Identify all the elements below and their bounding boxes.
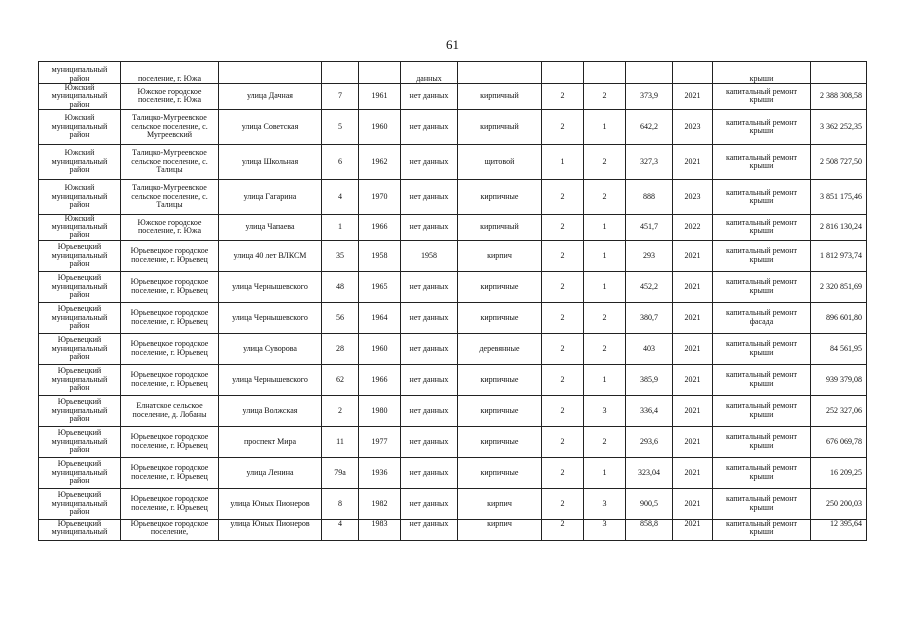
cell-cost: 2 816 130,24	[811, 214, 867, 240]
cell-work-type: капитальный ремонт крыши	[713, 179, 811, 214]
cell-wall-material: кирпич	[458, 240, 542, 271]
cell-entrances: 1	[584, 271, 626, 302]
cell-street: улица Чернышевского	[219, 302, 322, 333]
cell-floors: 2	[542, 109, 584, 144]
cell-house-number: 62	[322, 364, 359, 395]
cell-cost: 2 508 727,50	[811, 144, 867, 179]
cell-street: улица Школьная	[219, 144, 322, 179]
cell-entrances: 2	[584, 84, 626, 110]
cell-floors: 2	[542, 271, 584, 302]
cell-plan-year: 2021	[673, 519, 713, 540]
cell-settlement: Юрьевецкое городское поселение, г. Юрьевец	[121, 364, 219, 395]
cell-commission-year: нет данных	[401, 302, 458, 333]
cell-plan-year: 2021	[673, 333, 713, 364]
cell-build-year: 1965	[359, 271, 401, 302]
table-row	[39, 144, 867, 179]
cell-wall-material	[458, 62, 542, 84]
cell-entrances: 1	[584, 364, 626, 395]
cell-cost: 3 362 252,35	[811, 109, 867, 144]
cell-wall-material: кирпичный	[458, 214, 542, 240]
cell-settlement: Юрьевецкое городское поселение, г. Юрьевец	[121, 302, 219, 333]
cell-house-number: 48	[322, 271, 359, 302]
cell-work-type: капитальный ремонт крыши	[713, 214, 811, 240]
cell-house-number: 2	[322, 395, 359, 426]
cell-plan-year: 2022	[673, 214, 713, 240]
cell-commission-year: нет данных	[401, 488, 458, 519]
cell-work-type: капитальный ремонт крыши	[713, 457, 811, 488]
cell-entrances: 2	[584, 333, 626, 364]
cell-settlement: Талицко-Мугреевское сельское поселение, с. Талицы	[121, 144, 219, 179]
cell-house-number: 8	[322, 488, 359, 519]
cell-work-type: капитальный ремонт крыши	[713, 426, 811, 457]
cell-commission-year: нет данных	[401, 271, 458, 302]
cell-entrances: 2	[584, 144, 626, 179]
cell-floors: 2	[542, 214, 584, 240]
cell-settlement: Южское городское поселение, г. Южа	[121, 214, 219, 240]
cell-work-type: капитальный ремонт крыши	[713, 333, 811, 364]
cell-street: улица Юных Пионеров	[219, 519, 322, 540]
cell-wall-material: кирпичные	[458, 426, 542, 457]
cell-build-year: 1960	[359, 333, 401, 364]
cell-entrances: 2	[584, 426, 626, 457]
cell-settlement: Юрьевецкое городское поселение, г. Юрьевец	[121, 457, 219, 488]
cell-work-type: капитальный ремонт крыши	[713, 271, 811, 302]
cell-district: Юрьевецкий муниципальный	[39, 519, 121, 540]
cell-commission-year: нет данных	[401, 84, 458, 110]
cell-street: улица Чернышевского	[219, 271, 322, 302]
cell-area: 380,7	[626, 302, 673, 333]
cell-district: муниципальный район	[39, 62, 121, 84]
cell-wall-material: кирпичные	[458, 457, 542, 488]
cell-build-year	[359, 62, 401, 84]
cell-settlement: Юрьевецкое городское поселение,	[121, 519, 219, 540]
cell-settlement: Талицко-Мугреевское сельское поселение, с. Талицы	[121, 179, 219, 214]
cell-street: улица Гагарина	[219, 179, 322, 214]
cell-work-type: крыши	[713, 62, 811, 84]
cell-wall-material: кирпичные	[458, 302, 542, 333]
cell-district: Южский муниципальный район	[39, 144, 121, 179]
cell-plan-year: 2021	[673, 240, 713, 271]
cell-area: 900,5	[626, 488, 673, 519]
cell-work-type: капитальный ремонт крыши	[713, 395, 811, 426]
cell-cost: 2 320 851,69	[811, 271, 867, 302]
page-number: 61	[446, 37, 459, 52]
cell-build-year: 1966	[359, 214, 401, 240]
cell-floors: 2	[542, 364, 584, 395]
cell-commission-year: нет данных	[401, 109, 458, 144]
cell-build-year: 1980	[359, 395, 401, 426]
cell-build-year: 1961	[359, 84, 401, 110]
table-row	[39, 426, 867, 457]
table-row	[39, 214, 867, 240]
cell-area: 323,04	[626, 457, 673, 488]
cell-street: улица Суворова	[219, 333, 322, 364]
cell-work-type: капитальный ремонт крыши	[713, 364, 811, 395]
cell-entrances: 3	[584, 395, 626, 426]
table-row	[39, 302, 867, 333]
cell-entrances: 3	[584, 519, 626, 540]
cell-house-number: 11	[322, 426, 359, 457]
cell-district: Юрьевецкий муниципальный район	[39, 457, 121, 488]
cell-wall-material: кирпичные	[458, 179, 542, 214]
cell-wall-material: кирпичный	[458, 109, 542, 144]
cell-floors	[542, 62, 584, 84]
cell-floors: 2	[542, 84, 584, 110]
cell-area	[626, 62, 673, 84]
cell-settlement: Юрьевецкое городское поселение, г. Юрьевец	[121, 271, 219, 302]
table-row-continued	[39, 62, 867, 84]
cell-plan-year: 2021	[673, 364, 713, 395]
cell-cost: 896 601,80	[811, 302, 867, 333]
cell-cost: 3 851 175,46	[811, 179, 867, 214]
table-row	[39, 519, 867, 540]
cell-area: 642,2	[626, 109, 673, 144]
cell-plan-year: 2021	[673, 457, 713, 488]
cell-area: 858,8	[626, 519, 673, 540]
table-row	[39, 333, 867, 364]
cell-district: Юрьевецкий муниципальный район	[39, 364, 121, 395]
cell-build-year: 1983	[359, 519, 401, 540]
cell-plan-year: 2021	[673, 395, 713, 426]
cell-wall-material: кирпич	[458, 488, 542, 519]
cell-cost: 676 069,78	[811, 426, 867, 457]
cell-plan-year: 2021	[673, 271, 713, 302]
cell-street: улица Волжская	[219, 395, 322, 426]
cell-entrances	[584, 62, 626, 84]
cell-cost: 12 395,64	[811, 519, 867, 540]
cell-work-type: капитальный ремонт крыши	[713, 519, 811, 540]
cell-build-year: 1960	[359, 109, 401, 144]
cell-district: Юрьевецкий муниципальный район	[39, 488, 121, 519]
cell-cost: 84 561,95	[811, 333, 867, 364]
cell-area: 293,6	[626, 426, 673, 457]
cell-plan-year: 2023	[673, 109, 713, 144]
cell-commission-year: нет данных	[401, 144, 458, 179]
cell-house-number: 6	[322, 144, 359, 179]
cell-plan-year	[673, 62, 713, 84]
cell-settlement: Талицко-Мугреевское сельское поселение, с. Мугреевский	[121, 109, 219, 144]
cell-commission-year: нет данных	[401, 333, 458, 364]
cell-build-year: 1958	[359, 240, 401, 271]
cell-district: Юрьевецкий муниципальный район	[39, 426, 121, 457]
cell-wall-material: кирпичный	[458, 84, 542, 110]
cell-district: Южский муниципальный район	[39, 84, 121, 110]
cell-floors: 2	[542, 519, 584, 540]
table-row	[39, 179, 867, 214]
cell-commission-year: нет данных	[401, 457, 458, 488]
cell-house-number	[322, 62, 359, 84]
cell-area: 385,9	[626, 364, 673, 395]
cell-district: Южский муниципальный район	[39, 179, 121, 214]
cell-work-type: капитальный ремонт крыши	[713, 109, 811, 144]
cell-district: Юрьевецкий муниципальный район	[39, 333, 121, 364]
cell-cost: 250 200,03	[811, 488, 867, 519]
cell-area: 403	[626, 333, 673, 364]
cell-area: 336,4	[626, 395, 673, 426]
table-row	[39, 240, 867, 271]
cell-street: улица Чернышевского	[219, 364, 322, 395]
cell-entrances: 1	[584, 240, 626, 271]
table-row	[39, 84, 867, 110]
cell-build-year: 1970	[359, 179, 401, 214]
cell-house-number: 5	[322, 109, 359, 144]
cell-street: проспект Мира	[219, 426, 322, 457]
cell-area: 451,7	[626, 214, 673, 240]
cell-house-number: 79а	[322, 457, 359, 488]
cell-build-year: 1964	[359, 302, 401, 333]
cell-house-number: 28	[322, 333, 359, 364]
cell-entrances: 1	[584, 109, 626, 144]
cell-district: Южский муниципальный район	[39, 214, 121, 240]
cell-wall-material: кирпичные	[458, 271, 542, 302]
cell-settlement: поселение, г. Южа	[121, 62, 219, 84]
cell-cost: 2 388 308,58	[811, 84, 867, 110]
cell-plan-year: 2023	[673, 179, 713, 214]
cell-plan-year: 2021	[673, 302, 713, 333]
cell-cost: 16 209,25	[811, 457, 867, 488]
cell-house-number: 1	[322, 214, 359, 240]
cell-commission-year: нет данных	[401, 179, 458, 214]
cell-commission-year: нет данных	[401, 364, 458, 395]
cell-cost: 939 379,08	[811, 364, 867, 395]
cell-commission-year: нет данных	[401, 426, 458, 457]
cell-cost: 1 812 973,74	[811, 240, 867, 271]
cell-work-type: капитальный ремонт крыши	[713, 240, 811, 271]
cell-house-number: 4	[322, 179, 359, 214]
cell-district: Юрьевецкий муниципальный район	[39, 271, 121, 302]
cell-wall-material: щитовой	[458, 144, 542, 179]
cell-street: улица Чапаева	[219, 214, 322, 240]
cell-wall-material: кирпич	[458, 519, 542, 540]
cell-cost: 252 327,06	[811, 395, 867, 426]
cell-commission-year: нет данных	[401, 519, 458, 540]
cell-plan-year: 2021	[673, 426, 713, 457]
cell-district: Юрьевецкий муниципальный район	[39, 240, 121, 271]
cell-build-year: 1977	[359, 426, 401, 457]
cell-district: Юрьевецкий муниципальный район	[39, 302, 121, 333]
table-row	[39, 457, 867, 488]
cell-settlement: Юрьевецкое городское поселение, г. Юрьевец	[121, 426, 219, 457]
cell-house-number: 7	[322, 84, 359, 110]
table-row	[39, 271, 867, 302]
cell-entrances: 2	[584, 179, 626, 214]
cell-plan-year: 2021	[673, 84, 713, 110]
table-row	[39, 488, 867, 519]
cell-house-number: 35	[322, 240, 359, 271]
cell-wall-material: деревянные	[458, 333, 542, 364]
cell-street: улица 40 лет ВЛКСМ	[219, 240, 322, 271]
cell-street: улица Ленина	[219, 457, 322, 488]
cell-street: улица Юных Пионеров	[219, 488, 322, 519]
cell-floors: 2	[542, 488, 584, 519]
cell-work-type: капитальный ремонт фасада	[713, 302, 811, 333]
cell-house-number: 56	[322, 302, 359, 333]
cell-house-number: 4	[322, 519, 359, 540]
cell-area: 452,2	[626, 271, 673, 302]
cell-plan-year: 2021	[673, 488, 713, 519]
cell-wall-material: кирпичные	[458, 364, 542, 395]
cell-street	[219, 62, 322, 84]
cell-build-year: 1962	[359, 144, 401, 179]
cell-plan-year: 2021	[673, 144, 713, 179]
cell-settlement: Елнатское сельское поселение, д. Лобаны	[121, 395, 219, 426]
cell-area: 293	[626, 240, 673, 271]
cell-floors: 2	[542, 457, 584, 488]
cell-entrances: 1	[584, 214, 626, 240]
table-row	[39, 364, 867, 395]
cell-wall-material: кирпичные	[458, 395, 542, 426]
cell-entrances: 3	[584, 488, 626, 519]
cell-settlement: Юрьевецкое городское поселение, г. Юрьевец	[121, 240, 219, 271]
cell-district: Юрьевецкий муниципальный район	[39, 395, 121, 426]
cell-entrances: 2	[584, 302, 626, 333]
cell-street: улица Дачная	[219, 84, 322, 110]
cell-district: Южский муниципальный район	[39, 109, 121, 144]
cell-floors: 2	[542, 179, 584, 214]
table-row	[39, 109, 867, 144]
cell-work-type: капитальный ремонт крыши	[713, 84, 811, 110]
cell-commission-year: нет данных	[401, 214, 458, 240]
table-body	[39, 62, 867, 541]
cell-floors: 2	[542, 395, 584, 426]
cell-entrances: 1	[584, 457, 626, 488]
cell-commission-year: нет данных	[401, 395, 458, 426]
cell-build-year: 1982	[359, 488, 401, 519]
cell-area: 888	[626, 179, 673, 214]
cell-floors: 1	[542, 144, 584, 179]
cell-settlement: Юрьевецкое городское поселение, г. Юрьевец	[121, 333, 219, 364]
cell-floors: 2	[542, 240, 584, 271]
cell-work-type: капитальный ремонт крыши	[713, 144, 811, 179]
cell-floors: 2	[542, 426, 584, 457]
cell-build-year: 1936	[359, 457, 401, 488]
cell-settlement: Южское городское поселение, г. Южа	[121, 84, 219, 110]
cell-work-type: капитальный ремонт крыши	[713, 488, 811, 519]
cell-floors: 2	[542, 302, 584, 333]
cell-cost	[811, 62, 867, 84]
table-row	[39, 395, 867, 426]
cell-area: 373,9	[626, 84, 673, 110]
cell-floors: 2	[542, 333, 584, 364]
cell-street: улица Советская	[219, 109, 322, 144]
cell-commission-year: данных	[401, 62, 458, 84]
cell-build-year: 1966	[359, 364, 401, 395]
repair-table	[38, 61, 867, 541]
cell-commission-year: 1958	[401, 240, 458, 271]
cell-area: 327,3	[626, 144, 673, 179]
cell-settlement: Юрьевецкое городское поселение, г. Юрьевец	[121, 488, 219, 519]
